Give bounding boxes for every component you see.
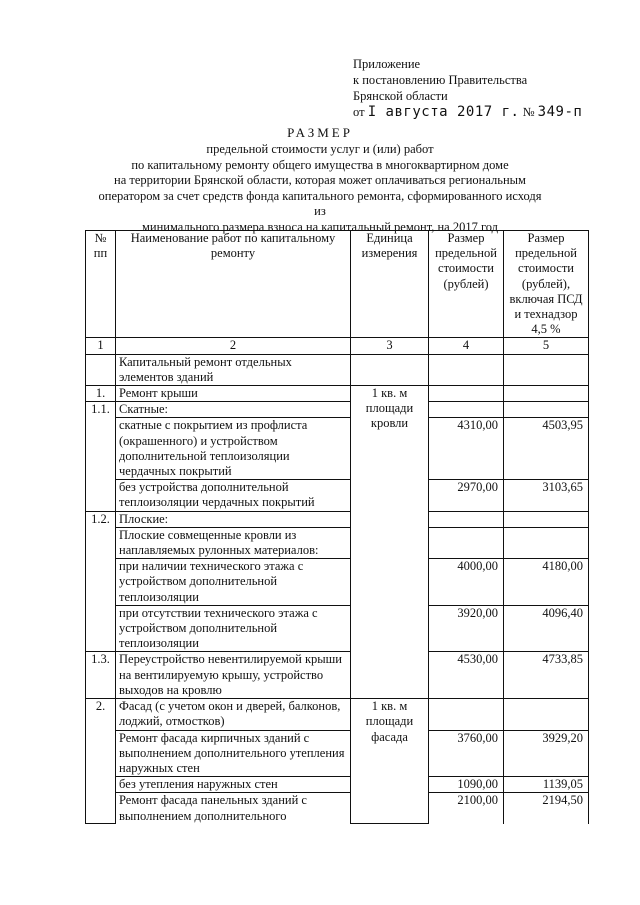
row-cost-psd xyxy=(504,527,589,558)
date-value: I августа 2017 г. xyxy=(367,104,520,120)
table-row xyxy=(86,527,589,558)
row-cost: 2970,00 xyxy=(429,480,504,511)
row-name: Ремонт фасада панельных зданий с выполнением дополнительного xyxy=(116,793,351,824)
appendix-line-2: к постановлению Правительства xyxy=(353,73,528,87)
row-unit xyxy=(351,354,429,385)
document-subtitle xyxy=(95,142,545,236)
table-row xyxy=(86,354,589,385)
subtitle-line: минимального размера взноса на капитальный ремонт, на 2017 год xyxy=(141,219,499,234)
row-cost-psd: 4733,85 xyxy=(504,652,589,699)
appendix-line-1: Приложение xyxy=(353,57,421,71)
table-row xyxy=(86,402,589,418)
row-cost-psd: 4503,95 xyxy=(504,418,589,480)
row-cost-psd: 3103,65 xyxy=(504,480,589,511)
row-name: без устройства дополнительной теплоизоляции чердачных покрытий xyxy=(116,480,351,511)
cost-table xyxy=(85,230,589,824)
row-cost-psd xyxy=(504,354,589,385)
row-num: 1. xyxy=(86,386,116,402)
subtitle-line: на территории Брянской области, которая может оплачиваться региональным xyxy=(114,173,526,188)
row-cost: 1090,00 xyxy=(429,777,504,793)
table-row xyxy=(86,652,589,699)
row-num: 1.3. xyxy=(86,652,116,699)
row-cost-psd: 1139,05 xyxy=(504,777,589,793)
number-value: 349-п xyxy=(537,104,583,120)
row-cost-psd: 3929,20 xyxy=(504,730,589,777)
row-cost: 3920,00 xyxy=(429,605,504,652)
row-cost xyxy=(429,386,504,402)
col-number: 2 xyxy=(116,338,351,354)
row-name: Скатные: xyxy=(116,402,351,418)
date-prefix: от xyxy=(353,105,365,119)
col-number: 3 xyxy=(351,338,429,354)
row-name: Переустройство невентилируемой крыши на вентилируемую крышу, устройство выходов на кровлю xyxy=(116,652,351,699)
row-name: Плоские совмещенные кровли из наплавляемых рулонных материалов: xyxy=(116,527,351,558)
table-row xyxy=(86,605,589,652)
row-cost: 4530,00 xyxy=(429,652,504,699)
row-cost-psd: 2194,50 xyxy=(504,793,589,824)
number-prefix: № xyxy=(522,105,535,119)
document-title: РАЗМЕР xyxy=(287,125,353,140)
row-cost-psd xyxy=(504,699,589,730)
row-cost xyxy=(429,699,504,730)
table-row xyxy=(86,777,589,793)
table-row xyxy=(86,386,589,402)
row-cost-psd xyxy=(504,511,589,527)
row-unit: 1 кв. м площади кровли xyxy=(351,386,429,699)
column-number-row xyxy=(86,338,589,354)
row-cost: 2100,00 xyxy=(429,793,504,824)
header-num: № пп xyxy=(86,231,116,338)
col-number: 5 xyxy=(504,338,589,354)
subtitle-line: оператором за счет средств фонда капитального ремонта, сформированного исходя из xyxy=(98,188,542,219)
table-row xyxy=(86,418,589,480)
table-row xyxy=(86,559,589,606)
appendix-date-line xyxy=(353,104,582,120)
col-number: 1 xyxy=(86,338,116,354)
table-row xyxy=(86,480,589,511)
row-num: 1.2. xyxy=(86,511,116,652)
row-cost-psd: 4096,40 xyxy=(504,605,589,652)
row-name: Капитальный ремонт отдельных элементов зданий xyxy=(116,354,351,385)
row-cost xyxy=(429,402,504,418)
row-num: 2. xyxy=(86,699,116,824)
header-name: Наименование работ по капитальному ремонту xyxy=(116,231,351,338)
row-cost xyxy=(429,511,504,527)
table-row xyxy=(86,511,589,527)
row-name: Плоские: xyxy=(116,511,351,527)
row-num xyxy=(86,354,116,385)
row-name: Фасад (с учетом окон и дверей, балконов, лоджий, отмостков) xyxy=(116,699,351,730)
subtitle-line: предельной стоимости услуг и (или) работ xyxy=(206,142,434,156)
table-row xyxy=(86,730,589,777)
row-cost-psd xyxy=(504,402,589,418)
appendix-line-3: Брянской области xyxy=(353,89,448,103)
row-name: Ремонт крыши xyxy=(116,386,351,402)
row-name: без утепления наружных стен xyxy=(116,777,351,793)
header-cost-psd: Размер предельной стоимости (рублей), включая ПСД и технадзор 4,5 % xyxy=(504,231,589,338)
row-cost: 4310,00 xyxy=(429,418,504,480)
row-cost xyxy=(429,354,504,385)
row-cost xyxy=(429,527,504,558)
col-number: 4 xyxy=(429,338,504,354)
table-row xyxy=(86,699,589,730)
appendix-block xyxy=(353,56,582,120)
row-cost-psd xyxy=(504,386,589,402)
row-name: скатные с покрытием из профлиста (окрашенного) и устройством дополнительной теплоизоляции чердачных покрытий xyxy=(116,418,351,480)
row-cost-psd: 4180,00 xyxy=(504,559,589,606)
header-unit: Единица измерения xyxy=(351,231,429,338)
row-name: при наличии технического этажа с устройством дополнительной теплоизоляции xyxy=(116,559,351,606)
row-name: при отсутствии технического этажа с устройством дополнительной теплоизоляции xyxy=(116,605,351,652)
table-header-row xyxy=(86,231,589,338)
row-cost: 3760,00 xyxy=(429,730,504,777)
row-name: Ремонт фасада кирпичных зданий с выполнением дополнительного утепления наружных стен xyxy=(116,730,351,777)
row-unit: 1 кв. м площади фасада xyxy=(351,699,429,824)
row-num: 1.1. xyxy=(86,402,116,511)
table-row xyxy=(86,793,589,824)
subtitle-line: по капитальному ремонту общего имущества в многоквартирном доме xyxy=(131,157,509,172)
row-cost: 4000,00 xyxy=(429,559,504,606)
header-cost: Размер предельной стоимости (рублей) xyxy=(429,231,504,338)
